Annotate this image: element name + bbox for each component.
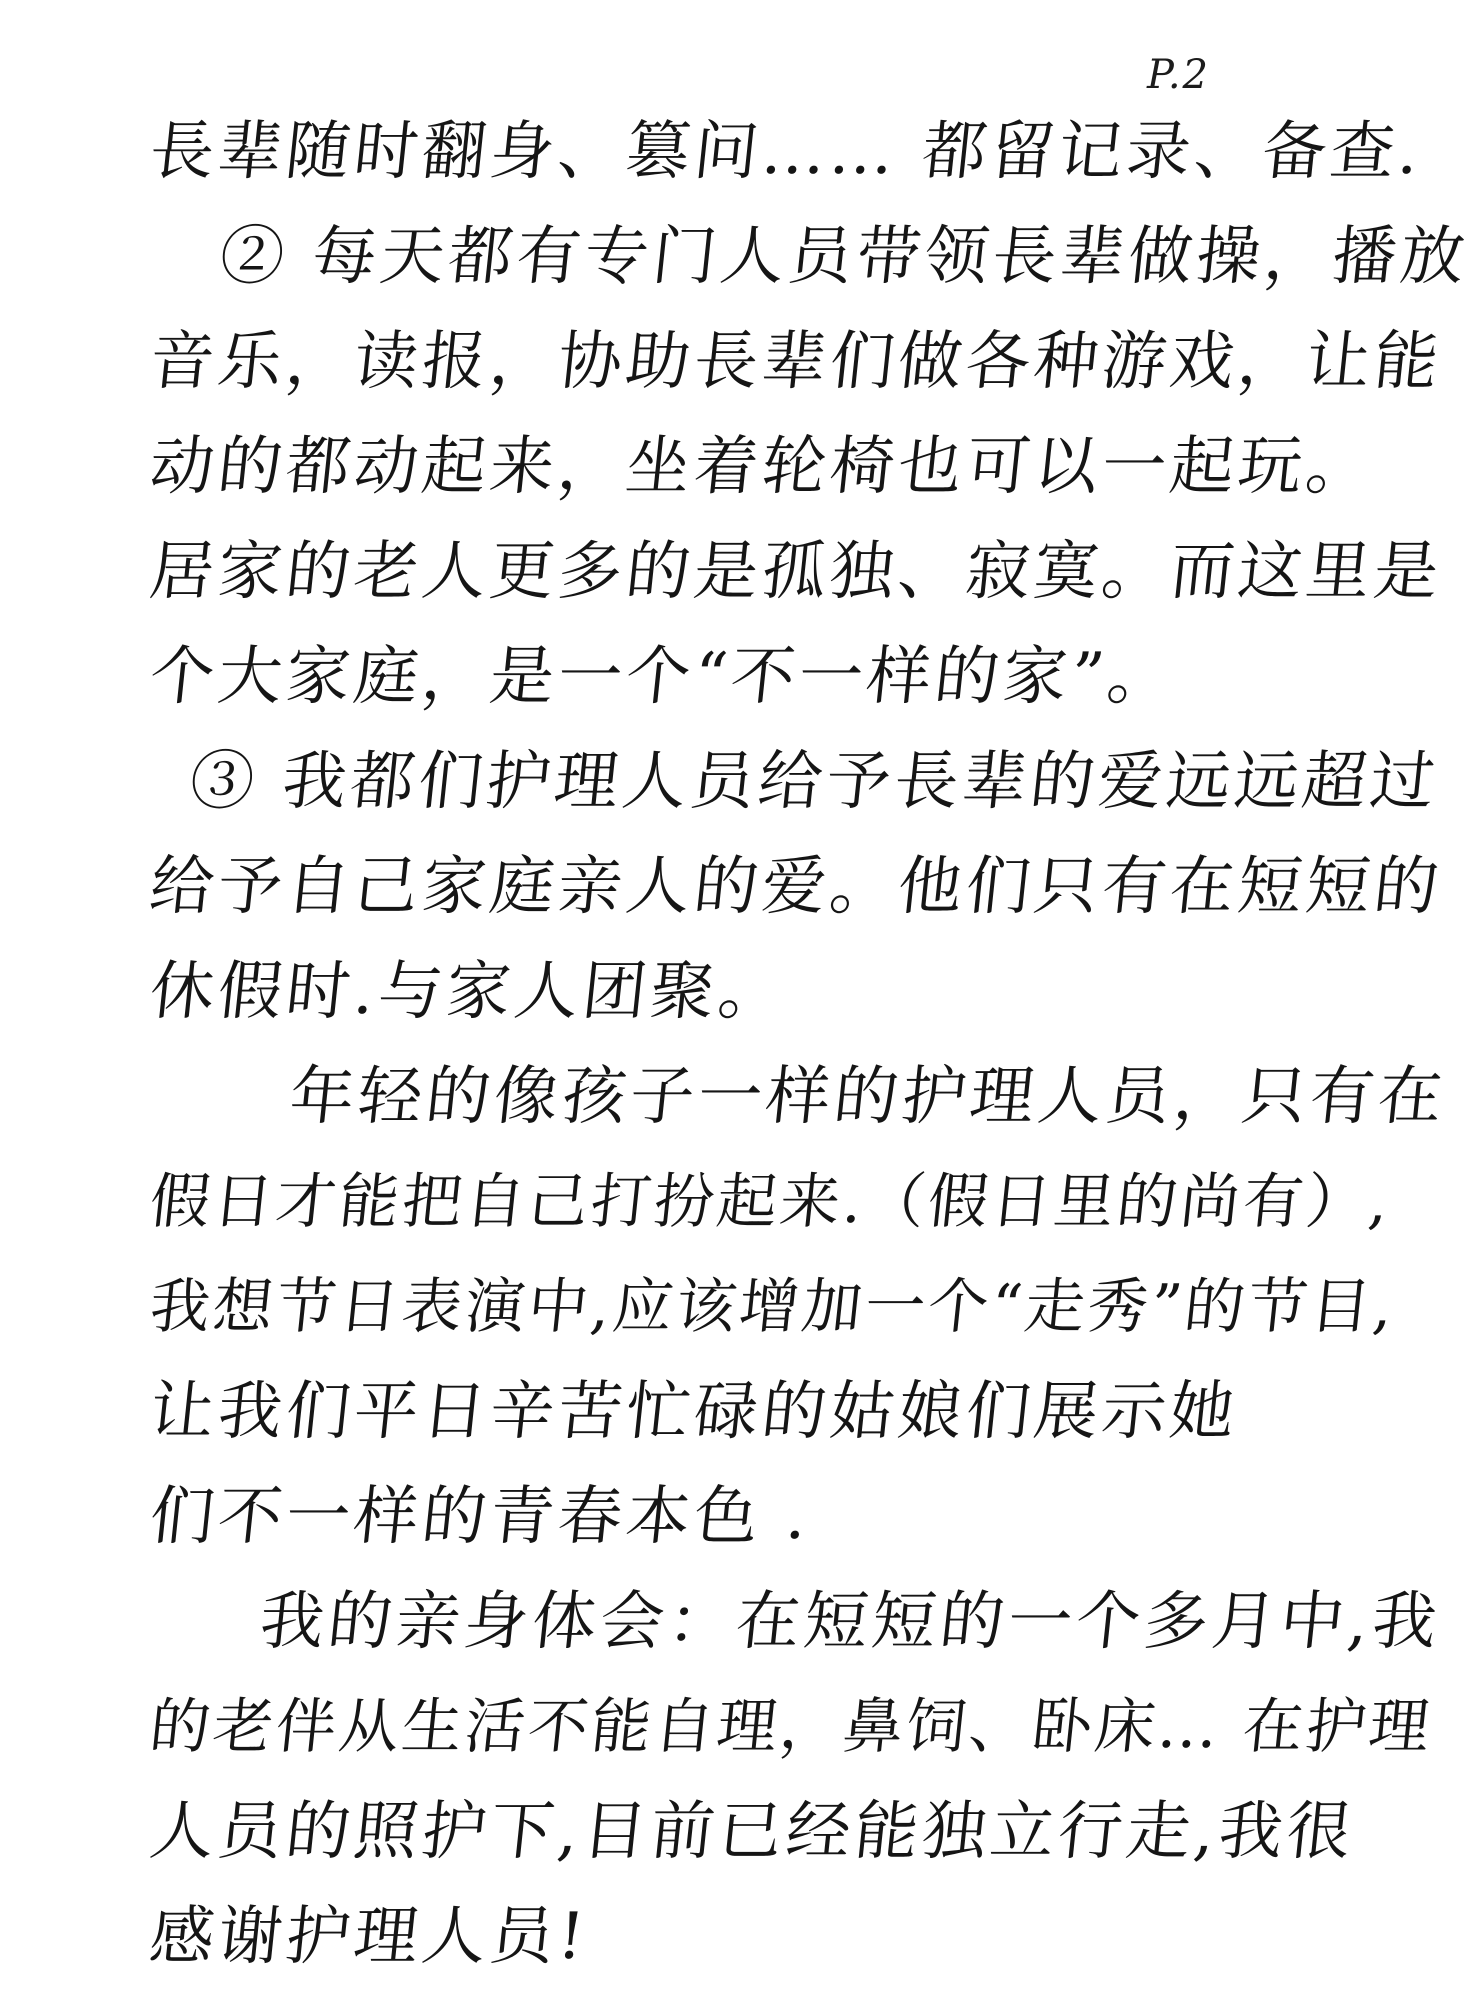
letter-line: 居家的老人更多的是孤独、寂寞。而这里是 [146,535,1446,609]
letter-line: 音乐，读报，协助長辈们做各种游戏，让能 [146,325,1446,399]
letter-line: 休假时.与家人团聚。 [146,955,791,1029]
letter-line: 假日才能把自己打扮起来.（假日里的尚有）, [146,1167,1395,1237]
letter-line: ② 每天都有专门人员带领長辈做操，播放 [216,220,1473,294]
letter-body [146,100,1473,1990]
letter-line: ③ 我都们护理人员给予長辈的爱远远超过 [186,745,1443,819]
letter-line: 个大家庭，是一个“不一样的家”。 [146,640,1180,714]
letter-line: 们不一样的青春本色 . [146,1480,815,1554]
page-number: P.2 [1147,52,1210,98]
letter-line: 人员的照护下,目前已经能独立行走,我很 [146,1795,1359,1869]
letter-line: 我的亲身体会：在短短的一个多月中,我 [256,1585,1445,1659]
letter-line: 感谢护理人员! [146,1900,592,1974]
letter-line: 给予自己家庭亲人的爱。他们只有在短短的 [146,850,1446,924]
letter-line: 让我们平日辛苦忙碌的姑娘们展示她 [146,1375,1242,1449]
letter-line: 我想节日表演中,应该增加一个“走秀”的节目, [146,1272,1400,1342]
letter-line: 長辈随时翻身、篡问…… 都留记录、备查. [146,115,1427,189]
letter-line: 的老伴从生活不能自理，鼻饲、卧床… 在护理 [146,1692,1436,1762]
letter-line: 动的都动起来，坐着轮椅也可以一起玩。 [146,430,1378,504]
letter-line: 年轻的像孩子一样的护理人员，只有在 [286,1060,1450,1134]
